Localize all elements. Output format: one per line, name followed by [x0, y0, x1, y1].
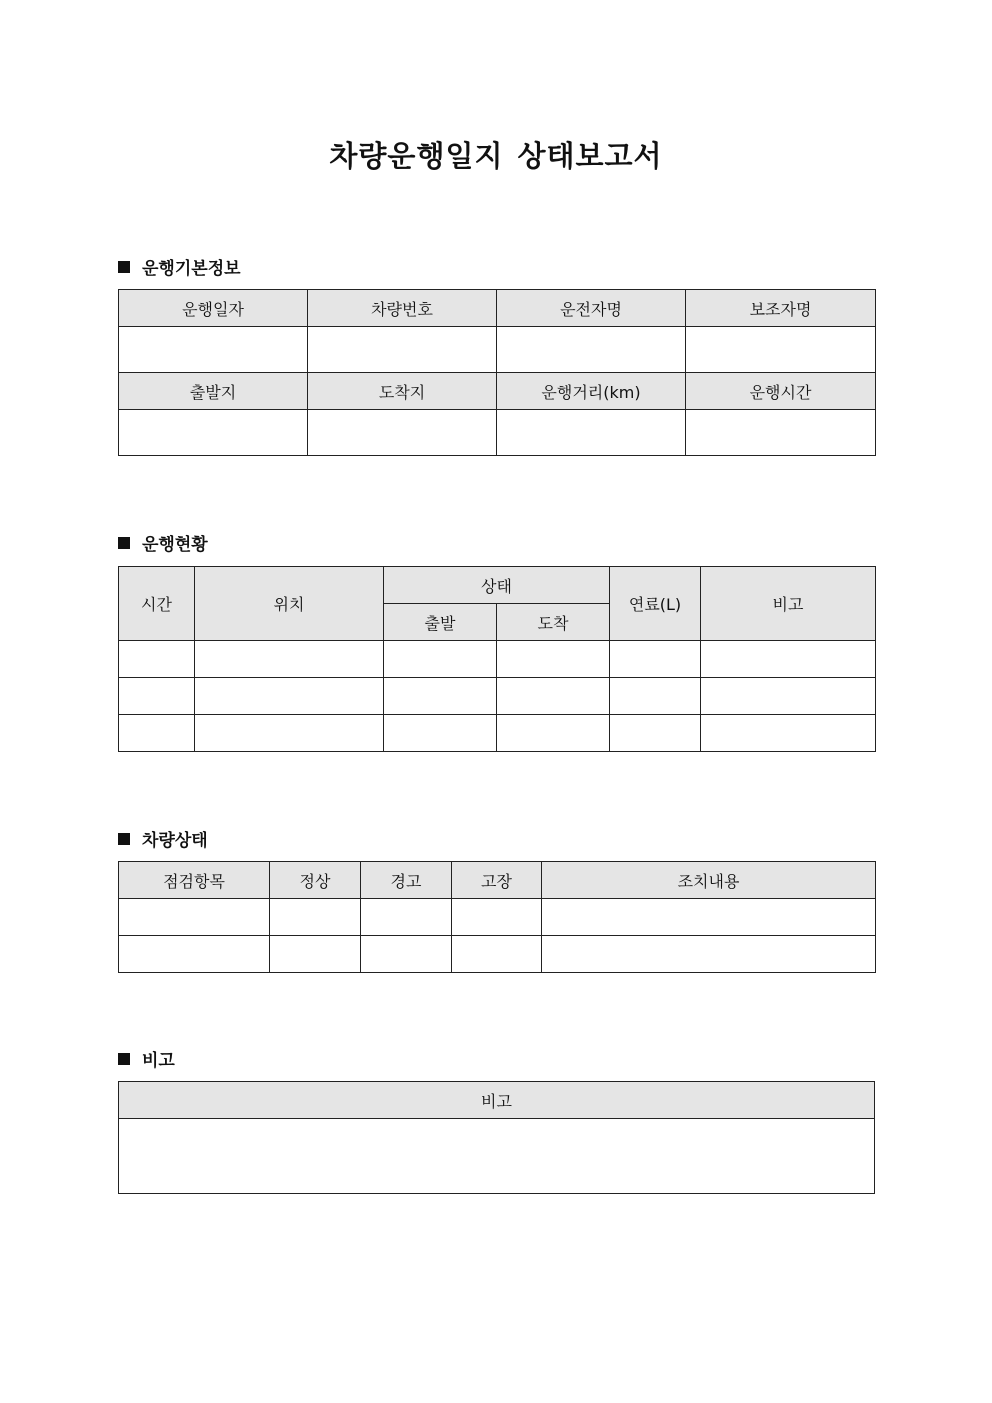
table-row — [119, 715, 876, 752]
section-title: 운행현황 — [142, 535, 208, 555]
cell-note[interactable] — [701, 715, 876, 752]
header-driver: 운전자명 — [497, 290, 686, 327]
cell-departure[interactable] — [384, 678, 497, 715]
header-destination: 도착지 — [308, 373, 497, 410]
section-title: 차량상태 — [142, 831, 208, 851]
square-bullet-icon — [118, 1053, 130, 1065]
header-action: 조치내용 — [542, 862, 876, 899]
cell-warning[interactable] — [361, 899, 452, 936]
operation-table — [118, 566, 876, 752]
cell-failure[interactable] — [452, 936, 542, 973]
header-date: 운행일자 — [119, 290, 308, 327]
header-state: 상태 — [384, 567, 610, 604]
section-remarks — [118, 1046, 175, 1071]
field-assistant[interactable] — [686, 327, 876, 373]
cell-action[interactable] — [542, 899, 876, 936]
cell-location[interactable] — [195, 678, 384, 715]
field-remarks[interactable] — [119, 1119, 875, 1194]
cell-check-item[interactable] — [119, 936, 270, 973]
page-title — [0, 134, 992, 175]
field-distance[interactable] — [497, 410, 686, 456]
header-failure: 고장 — [452, 862, 542, 899]
cell-time[interactable] — [119, 641, 195, 678]
field-vehicle-no[interactable] — [308, 327, 497, 373]
title-main: 차량운행일지 — [329, 139, 504, 173]
remarks-table — [118, 1081, 875, 1194]
field-duration[interactable] — [686, 410, 876, 456]
vehicle-status-table — [118, 861, 876, 973]
cell-fuel[interactable] — [610, 678, 701, 715]
field-date[interactable] — [119, 327, 308, 373]
cell-warning[interactable] — [361, 936, 452, 973]
cell-normal[interactable] — [270, 936, 361, 973]
header-departure: 출발 — [384, 604, 497, 641]
square-bullet-icon — [118, 261, 130, 273]
section-vehicle-status — [118, 826, 208, 851]
header-assistant: 보조자명 — [686, 290, 876, 327]
cell-arrival[interactable] — [497, 715, 610, 752]
header-fuel: 연료(L) — [610, 567, 701, 641]
cell-note[interactable] — [701, 641, 876, 678]
header-normal: 정상 — [270, 862, 361, 899]
field-destination[interactable] — [308, 410, 497, 456]
header-vehicle-no: 차량번호 — [308, 290, 497, 327]
cell-fuel[interactable] — [610, 715, 701, 752]
cell-check-item[interactable] — [119, 899, 270, 936]
cell-location[interactable] — [195, 715, 384, 752]
table-row — [119, 641, 876, 678]
header-remarks: 비고 — [119, 1082, 875, 1119]
section-basic-info — [118, 254, 241, 279]
header-time: 시간 — [119, 567, 195, 641]
square-bullet-icon — [118, 833, 130, 845]
header-origin: 출발지 — [119, 373, 308, 410]
cell-normal[interactable] — [270, 899, 361, 936]
cell-arrival[interactable] — [497, 641, 610, 678]
table-row — [119, 899, 876, 936]
cell-arrival[interactable] — [497, 678, 610, 715]
table-row — [119, 678, 876, 715]
cell-departure[interactable] — [384, 641, 497, 678]
header-note: 비고 — [701, 567, 876, 641]
field-origin[interactable] — [119, 410, 308, 456]
cell-departure[interactable] — [384, 715, 497, 752]
table-row — [119, 936, 876, 973]
square-bullet-icon — [118, 537, 130, 549]
field-driver[interactable] — [497, 327, 686, 373]
cell-note[interactable] — [701, 678, 876, 715]
header-location: 위치 — [195, 567, 384, 641]
cell-action[interactable] — [542, 936, 876, 973]
cell-failure[interactable] — [452, 899, 542, 936]
section-title: 비고 — [142, 1051, 175, 1071]
title-sub: 상태보고서 — [517, 139, 663, 173]
cell-time[interactable] — [119, 715, 195, 752]
header-distance: 운행거리(km) — [497, 373, 686, 410]
header-check-item: 점검항목 — [119, 862, 270, 899]
basic-info-table — [118, 289, 876, 456]
section-title: 운행기본정보 — [142, 259, 241, 279]
section-operation — [118, 530, 208, 555]
cell-location[interactable] — [195, 641, 384, 678]
header-duration: 운행시간 — [686, 373, 876, 410]
cell-fuel[interactable] — [610, 641, 701, 678]
cell-time[interactable] — [119, 678, 195, 715]
header-warning: 경고 — [361, 862, 452, 899]
header-arrival: 도착 — [497, 604, 610, 641]
